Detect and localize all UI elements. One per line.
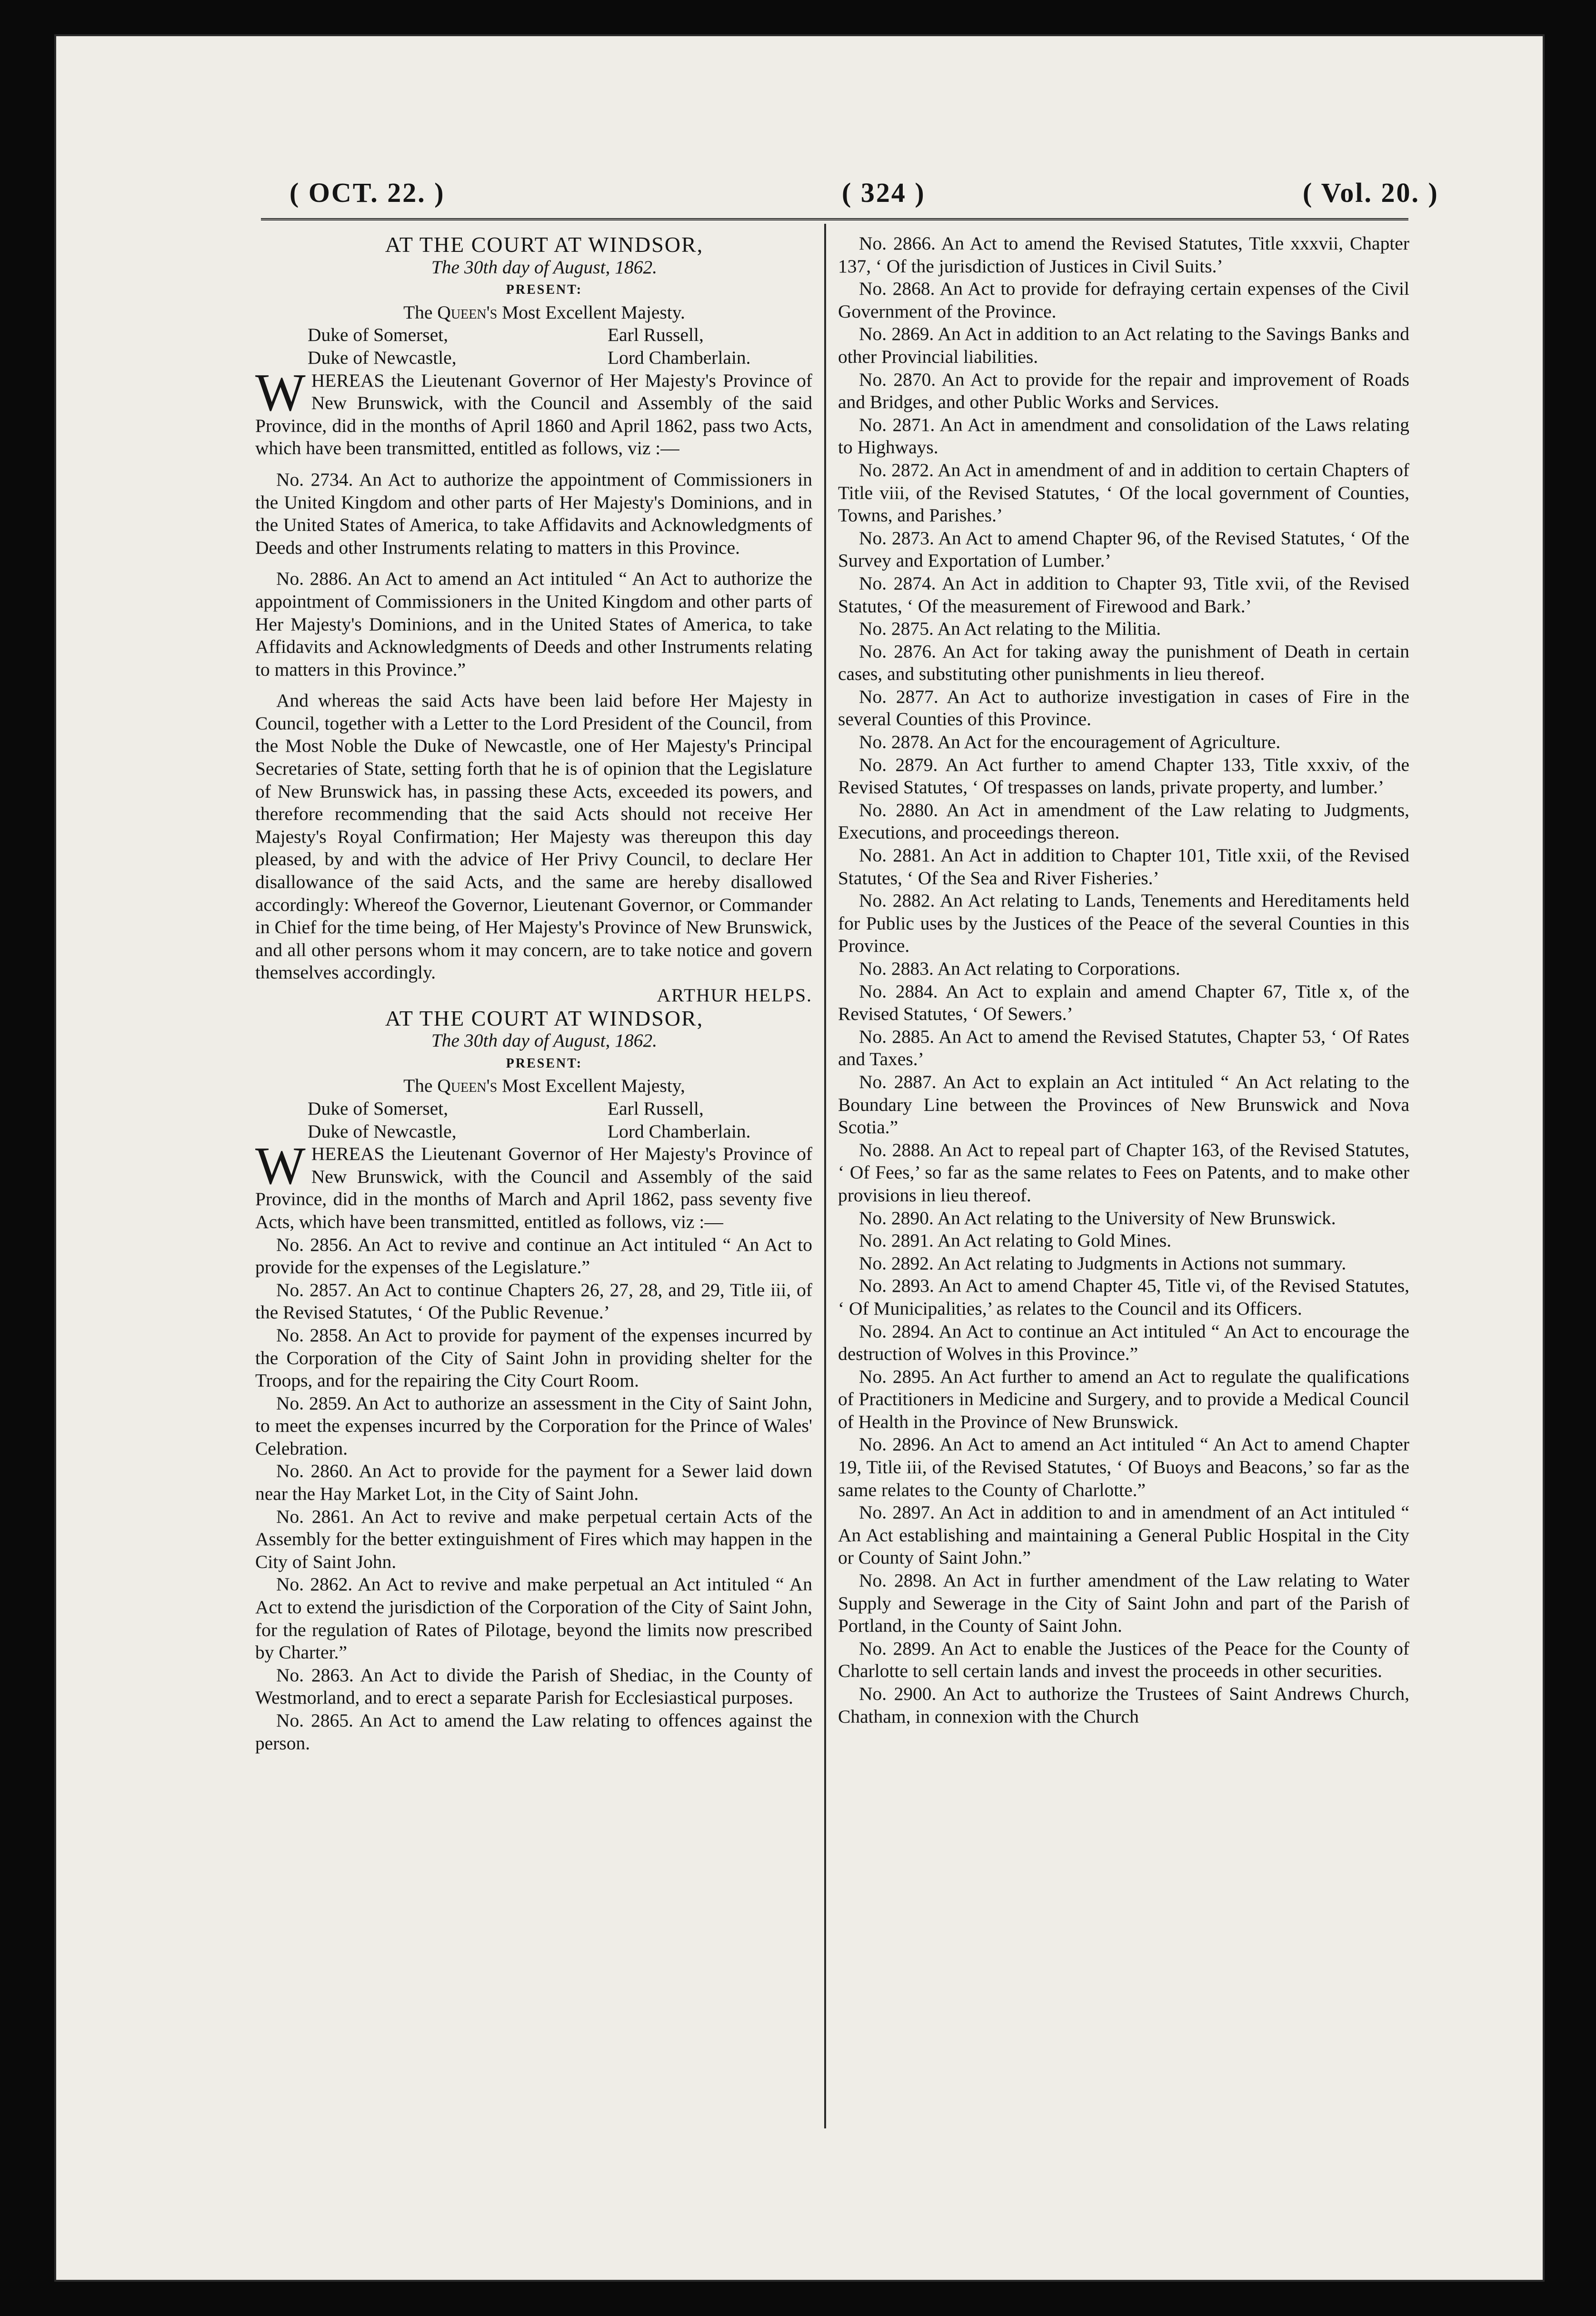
present-label: PRESENT: <box>506 1056 583 1071</box>
present-label: PRESENT: <box>506 282 583 298</box>
whereas-paragraph: WHEREAS the Lieutenant Governor of Her Majesty's Province of New Brunswick, with the Council and Assembly of the said Province, did in the months of April 1860 and April 1862, pass two Acts, which have been transmitted, entitled as follows, viz :— <box>255 363 812 459</box>
act-entry: No. 2862. An Act to revive and make perpetual an Act intituled “ An Act to extend the jurisdiction of the Corporation of the City of Saint John, for the regulation of Rates of Pilotage, beyond the limits now prescribed by Charter.” <box>255 1574 812 1663</box>
act-entry: No. 2877. An Act to authorize investigation in cases of Fire in the several Counties of this Province. <box>838 686 1409 730</box>
act-entry: No. 2859. An Act to authorize an assessment in the City of Saint John, to meet the expenses incurred by the Corporation for the Prince of Wales' Celebration. <box>255 1392 812 1459</box>
attendees <box>255 324 812 369</box>
whereas-paragraph: WHEREAS the Lieutenant Governor of Her Majesty's Province of New Brunswick, with the Council and Assembly of the said Province, did in the months of March and April 1862, pass seventy five Acts, which have been transmitted, entitled as follows, viz :— <box>255 1137 812 1232</box>
attendee: Earl Russell, <box>608 324 704 346</box>
act-entry: No. 2865. An Act to amend the Law relating to offences against the person. <box>255 1710 812 1754</box>
act-entry: No. 2734. An Act to authorize the appointment of Commissioners in the United Kingdom and other parts of Her Majesty's Dominions, and in the United States of America, to take Affidavits and Acknowledgments of Deeds and other Instruments relating to matters in this Province. <box>255 469 812 558</box>
attendee: Lord Chamberlain. <box>608 1120 751 1142</box>
act-entry: No. 2885. An Act to amend the Revised Statutes, Chapter 53, ‘ Of Rates and Taxes.’ <box>838 1026 1409 1070</box>
court-heading: AT THE COURT AT WINDSOR, <box>385 1006 704 1030</box>
drop-cap: W <box>255 1137 306 1196</box>
header-date: ( OCT. 22. ) <box>289 177 445 208</box>
act-entry: No. 2881. An Act in addition to Chapter 101, Title xxii, of the Revised Statutes, ‘ Of the Sea and River Fisheries.’ <box>838 845 1409 888</box>
act-entry: No. 2883. An Act relating to Corporations. <box>859 958 1180 979</box>
act-entry: No. 2861. An Act to revive and make perpetual certain Acts of the Assembly for the better extinguishment of Fires which may happen in the City of Saint John. <box>255 1506 812 1572</box>
act-entry: No. 2878. An Act for the encouragement of Agriculture. <box>859 731 1281 753</box>
act-entry: No. 2882. An Act relating to Lands, Tenements and Hereditaments held for Public uses by the Justices of the Peace of the several Counties in this Province. <box>838 890 1409 957</box>
act-entry: No. 2860. An Act to provide for the payment for a Sewer laid down near the Hay Market Lot, in the City of Saint John. <box>255 1460 812 1505</box>
column-divider <box>824 224 826 2128</box>
queen-line: The Queen's Most Excellent Majesty. <box>403 301 685 323</box>
left-column <box>255 233 812 1755</box>
act-entry: No. 2879. An Act further to amend Chapter 133, Title xxxiv, of the Revised Statutes, ‘ Of trespasses on lands, private property, and lumber.’ <box>838 754 1409 798</box>
act-entry: No. 2886. An Act to amend an Act intituled “ An Act to authorize the appointment of Commissioners in the United Kingdom and other parts of Her Majesty's Dominions, and in the United States of America, to take Affidavits and Acknowledgments of Deeds and other Instruments relating to matters in this Province.” <box>255 568 812 680</box>
court-heading: AT THE COURT AT WINDSOR, <box>385 232 704 257</box>
act-entry: No. 2895. An Act further to amend an Act to regulate the qualifications of Practitioners in Medicine and Surgery, and to provide a Medical Council of Health in the Province of New Brunswick. <box>838 1366 1409 1432</box>
act-entry: No. 2857. An Act to continue Chapters 26, 27, 28, and 29, Title iii, of the Revised Statutes, ‘ Of the Public Revenue.’ <box>255 1279 812 1323</box>
act-entry: No. 2869. An Act in addition to an Act relating to the Savings Banks and other Provincial liabilities. <box>838 323 1409 367</box>
act-entry: No. 2888. An Act to repeal part of Chapter 163, of the Revised Statutes, ‘ Of Fees,’ so far as the same relates to Fees on Patents, and to make other provisions in lieu thereof. <box>838 1139 1409 1206</box>
act-entry: No. 2868. An Act to provide for defraying certain expenses of the Civil Government of the Province. <box>838 278 1409 322</box>
act-entry: No. 2866. An Act to amend the Revised Statutes, Title xxxvii, Chapter 137, ‘ Of the jurisdiction of Justices in Civil Suits.’ <box>838 233 1409 277</box>
act-entry: No. 2890. An Act relating to the University of New Brunswick. <box>859 1207 1336 1228</box>
act-entry: No. 2892. An Act relating to Judgments in Actions not summary. <box>859 1252 1347 1274</box>
order-body: And whereas the said Acts have been laid before Her Majesty in Council, together with a Letter to the Lord President of the Council, from the Most Noble the Duke of Newcastle, one of Her Majesty's Principal Secretaries of State, setting forth that he is of opinion that the Legislature of New Brunswick has, in passing these Acts, exceeded its powers, and therefore recommending that the said Acts should not receive Her Majesty's Royal Confirmation; Her Majesty was thereupon this day pleased, by and with the advice of Her Privy Council, to declare Her disallowance of the said Acts, and the same are hereby disallowed accordingly: Whereof the Governor, Lieutenant Governor, or Commander in Chief for the time being, of Her Majesty's Province of New Brunswick, and all other persons whom it may concern, are to take notice and govern themselves accordingly. <box>255 690 812 983</box>
act-entry: No. 2872. An Act in amendment of and in addition to certain Chapters of Title viii, of the Revised Statutes, ‘ Of the local government of Counties, Towns, and Parishes.’ <box>838 459 1409 526</box>
act-entry: No. 2899. An Act to enable the Justices of the Peace for the County of Charlotte to sell certain lands and invest the proceeds in other securities. <box>838 1637 1409 1682</box>
act-entry: No. 2858. An Act to provide for payment of the expenses incurred by the Corporation of the City of Saint John in providing shelter for the Troops, and for the repairing the City Court Room. <box>255 1324 812 1391</box>
drop-cap: W <box>255 363 306 422</box>
queen-line: The Queen's Most Excellent Majesty, <box>403 1075 685 1097</box>
act-entry: No. 2896. An Act to amend an Act intituled “ An Act to amend Chapter 19, Title iii, of the Revised Statutes, ‘ Of Buoys and Beacons,’ so far as the same relates to the County of Charlotte.” <box>838 1434 1409 1500</box>
act-entry: No. 2887. An Act to explain an Act intituled “ An Act relating to the Boundary Line between the Provinces of New Brunswick and Nova Scotia.” <box>838 1071 1409 1138</box>
attendee: Lord Chamberlain. <box>608 347 751 368</box>
attendee: Duke of Somerset, <box>308 324 449 346</box>
header-rule <box>261 218 1408 220</box>
attendee: Duke of Somerset, <box>308 1098 449 1119</box>
order-date: The 30th day of August, 1862. <box>431 1030 658 1051</box>
act-entry: No. 2874. An Act in addition to Chapter 93, Title xvii, of the Revised Statutes, ‘ Of the measurement of Firewood and Bark.’ <box>838 572 1409 617</box>
page-number: ( 324 ) <box>842 177 926 208</box>
act-entry: No. 2870. An Act to provide for the repair and improvement of Roads and Bridges, and other Public Works and Services. <box>838 369 1409 413</box>
header-volume: ( Vol. 20. ) <box>1303 177 1439 208</box>
signature: ARTHUR HELPS. <box>657 985 812 1006</box>
order-date: The 30th day of August, 1862. <box>431 256 658 278</box>
attendee: Duke of Newcastle, <box>308 1120 457 1142</box>
act-entry: No. 2856. An Act to revive and continue an Act intituled “ An Act to provide for the expenses of the Legislature.” <box>255 1234 812 1278</box>
attendee: Duke of Newcastle, <box>308 347 457 368</box>
act-entry: No. 2897. An Act in addition to and in amendment of an Act intituled “ An Act establishing and maintaining a General Public Hospital in the City or County of Saint John.” <box>838 1502 1409 1568</box>
act-entry: No. 2884. An Act to explain and amend Chapter 67, Title x, of the Revised Statutes, ‘ Of Sewers.’ <box>838 980 1409 1025</box>
act-entry: No. 2875. An Act relating to the Militia. <box>859 618 1161 639</box>
act-entry: No. 2898. An Act in further amendment of the Law relating to Water Supply and Sewerage in the City of Saint John and part of the Parish of Portland, in the County of Saint John. <box>838 1570 1409 1637</box>
right-column <box>838 232 1409 1728</box>
act-entry: No. 2894. An Act to continue an Act intituled “ An Act to encourage the destruction of Wolves in this Province.” <box>838 1320 1409 1365</box>
act-entry: No. 2876. An Act for taking away the punishment of Death in certain cases, and substituting other punishments in lieu thereof. <box>838 640 1409 685</box>
act-entry: No. 2873. An Act to amend Chapter 96, of the Revised Statutes, ‘ Of the Survey and Exportation of Lumber.’ <box>838 527 1409 571</box>
act-entry: No. 2880. An Act in amendment of the Law relating to Judgments, Executions, and proceedings thereon. <box>838 799 1409 843</box>
act-entry: No. 2891. An Act relating to Gold Mines. <box>859 1230 1172 1251</box>
act-entry: No. 2900. An Act to authorize the Trustees of Saint Andrews Church, Chatham, in connexion with the Church <box>838 1683 1409 1727</box>
act-entry: No. 2893. An Act to amend Chapter 45, Title vi, of the Revised Statutes, ‘ Of Municipalities,’ as relates to the Council and its Officers. <box>838 1275 1409 1319</box>
act-entry: No. 2871. An Act in amendment and consolidation of the Laws relating to Highways. <box>838 414 1409 458</box>
act-entry: No. 2863. An Act to divide the Parish of Shediac, in the County of Westmorland, and to erect a separate Parish for Ecclesiastical purposes. <box>255 1664 812 1708</box>
attendees <box>255 1098 812 1143</box>
attendee: Earl Russell, <box>608 1098 704 1119</box>
